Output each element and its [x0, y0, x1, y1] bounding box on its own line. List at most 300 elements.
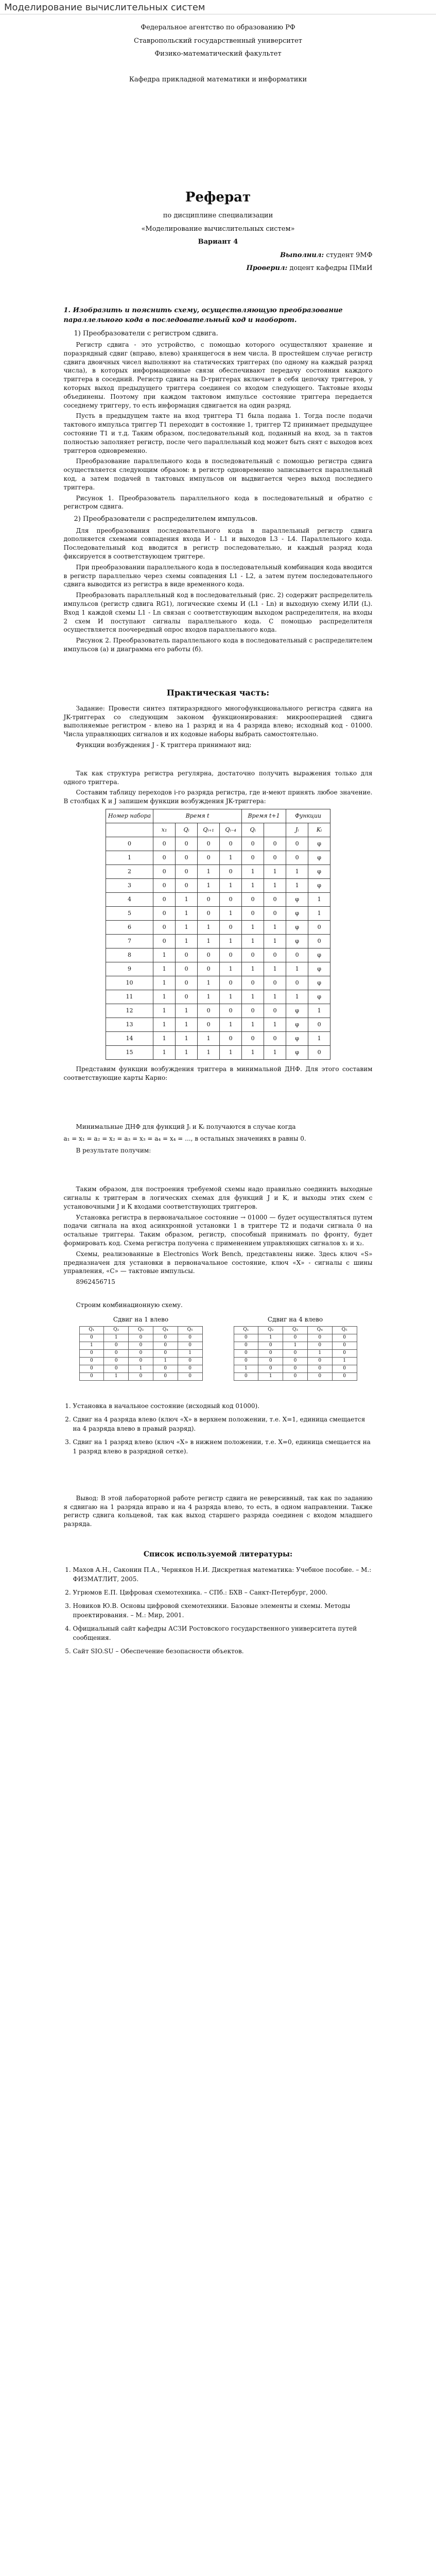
- table-cell: 1: [286, 865, 308, 878]
- table-cell: 1: [220, 934, 242, 948]
- scheme-cell: 1: [153, 1357, 178, 1365]
- table-cell: 1: [153, 948, 176, 962]
- table-cell: 8: [106, 948, 153, 962]
- scheme-cell: 0: [332, 1372, 357, 1380]
- table-cell: 1: [264, 1018, 286, 1031]
- scheme-cell: 0: [178, 1342, 202, 1349]
- scheme-cell: 0: [258, 1357, 283, 1365]
- faculty: Физико-математический факультет: [154, 50, 282, 58]
- table-cell: φ: [308, 837, 330, 851]
- checked-value: доцент кафедры ПМиИ: [289, 264, 373, 272]
- table-cell: 1: [286, 878, 308, 892]
- table-cell: 0: [176, 990, 198, 1004]
- table-cell: 0: [242, 976, 264, 990]
- paragraph: Установка регистра в первоначальное состояние → 01000 — будет осуществляться путем подачи сигнала на вход асинхронной установки 1 в триггере Т2 и подачи сигнала 0 на остальные триггеры. Таким образом, регистр, способный принимать по фронту, будет формировать код. Схема регистра получена с применением управляющих сигналов x₁ и x₂.: [63, 1213, 373, 1247]
- table-cell: φ: [308, 865, 330, 878]
- table-cell: 0: [220, 865, 242, 878]
- scheme-2-table: [234, 1326, 357, 1381]
- paragraph: В результате получим:: [76, 1147, 151, 1155]
- table-cell: 0: [242, 851, 264, 865]
- table-cell: 1: [264, 920, 286, 934]
- scheme-cell: 0: [178, 1372, 202, 1380]
- table-cell: 0: [220, 1031, 242, 1045]
- scheme-cell: 0: [332, 1342, 357, 1349]
- table-subheader: Kᵢ: [308, 823, 330, 837]
- table-row: [106, 851, 330, 865]
- table-cell: 1: [264, 878, 286, 892]
- scheme-cell: 0: [307, 1342, 332, 1349]
- paragraph: Для преобразования последовательного кода в параллельный регистр сдвига дополняется схемами совпадения входа И - L1 и выходов L3 - L4. Параллельного кода. Последовательный код вводится в регистр последовательно, и каждый разряд кода фиксируется в соответствующем триггере.: [63, 527, 373, 561]
- paragraph: Строим комбинационную схему.: [76, 1301, 183, 1309]
- table-cell: 1: [308, 1004, 330, 1018]
- scheme-cell: 0: [79, 1372, 104, 1380]
- scheme-cell: 0: [234, 1357, 258, 1365]
- table-cell: φ: [308, 851, 330, 865]
- table-cell: 0: [153, 865, 176, 878]
- scheme-cell: 0: [153, 1342, 178, 1349]
- paragraph: Пусть в предыдущем такте на вход триггера T1 была подана 1. Тогда после подачи тактового импульса триггер T1 переходит в состояние 1, триггер T2 принимает предыдущее состояние T1 и т.д. Таким образом, последовательный код, поданный на вход, за n тактов полностью заполняет регистр, после чего параллельный код может быть снят с выходов всех триггеров одновременно.: [63, 412, 373, 454]
- table-cell: 1: [176, 892, 198, 906]
- table-cell: 1: [242, 1045, 264, 1059]
- table-cell: φ: [286, 906, 308, 920]
- table-cell: 14: [106, 1031, 153, 1045]
- scheme-cell: 0: [234, 1342, 258, 1349]
- table-cell: 1: [308, 892, 330, 906]
- scheme-row: [234, 1349, 357, 1357]
- scheme-cell: 0: [283, 1349, 308, 1357]
- scheme-header: Q₃: [129, 1326, 153, 1334]
- table-cell: 0: [220, 1004, 242, 1018]
- table-cell: 0: [264, 851, 286, 865]
- table-cell: 1: [176, 1004, 198, 1018]
- table-subheader: Qᵢ: [176, 823, 198, 837]
- literature-heading: Список используемой литературы:: [143, 1550, 293, 1558]
- scheme-row: [234, 1342, 357, 1349]
- theory-task: 1. Изобразить и пояснить схему, осуществляющую преобразование параллельного кода в последовательный код и наоборот.: [63, 306, 343, 324]
- scheme-1-caption: Сдвиг на 1 влево: [113, 1315, 169, 1323]
- table-cell: 1: [176, 1018, 198, 1031]
- table-cell: φ: [308, 948, 330, 962]
- table-cell: 7: [106, 934, 153, 948]
- table-cell: 1: [176, 934, 198, 948]
- agency: Федеральное агентство по образованию РФ: [141, 24, 295, 31]
- table-cell: 1: [176, 1031, 198, 1045]
- scheme-cell: 0: [332, 1365, 357, 1372]
- table-cell: 1: [242, 920, 264, 934]
- table-cell: 15: [106, 1045, 153, 1059]
- table-cell: 0: [286, 837, 308, 851]
- table-cell: 1: [220, 962, 242, 976]
- table-cell: 1: [220, 990, 242, 1004]
- table-row: [106, 920, 330, 934]
- table-subheader: Qᵢ₋₄: [220, 823, 242, 837]
- document-header: [0, 0, 436, 14]
- table-cell: 0: [153, 878, 176, 892]
- literature-section: [64, 1549, 373, 1656]
- table-cell: 0: [198, 851, 220, 865]
- scheme-header: Q₃: [283, 1326, 308, 1334]
- table-cell: 1: [286, 962, 308, 976]
- table-cell: 9: [106, 962, 153, 976]
- table-cell: 0: [286, 851, 308, 865]
- steps-list: [73, 1401, 373, 1456]
- scheme-cell: 1: [104, 1372, 129, 1380]
- table-cell: 1: [242, 865, 264, 878]
- table-cell: 0: [176, 878, 198, 892]
- table-cell: 0: [264, 906, 286, 920]
- table-cell: 1: [198, 934, 220, 948]
- table-cell: 6: [106, 920, 153, 934]
- table-cell: 0: [242, 892, 264, 906]
- scheme-cell: 0: [79, 1349, 104, 1357]
- scheme-cell: 1: [234, 1365, 258, 1372]
- scheme-cell: 1: [104, 1334, 129, 1342]
- table-cell: 1: [220, 878, 242, 892]
- table-cell: 1: [220, 1018, 242, 1031]
- table-cell: 1: [264, 990, 286, 1004]
- table-cell: 0: [220, 837, 242, 851]
- table-caption: Составим таблицу переходов i-го разряда регистра, где и-меют принять любое значение. В столбцах К и J запишем функции возбуждения JK-триггера:: [63, 789, 373, 805]
- table-header: Время t: [153, 809, 242, 823]
- table-cell: 0: [176, 962, 198, 976]
- formula: a₁ = x₁ = a₂ = x₂ = a₃ = x₃ = a₄ = x₄ = ..., в остальных значениях в равны 0.: [63, 1135, 306, 1143]
- scheme-cell: 0: [104, 1342, 129, 1349]
- table-header: Функции: [286, 809, 330, 823]
- table-cell: 0: [286, 976, 308, 990]
- table-row: [106, 948, 330, 962]
- table-cell: 0: [198, 948, 220, 962]
- shift-schemes: [64, 1315, 373, 1381]
- table-cell: 0: [153, 920, 176, 934]
- table-cell: 0: [220, 920, 242, 934]
- practice-task: Задание: Провести синтез пятиразрядного многофункционального регистра сдвига на JK-триггерах со следующим законом функционирования: микрооперацией сдвига выполняемые регистром - влево на 1 разряд и на 4 разряда влево; исходный код - 01000. Числа управляющих сигналов и их кодовые наборы выбрать самостоятельно.: [63, 704, 373, 738]
- table-cell: φ: [286, 920, 308, 934]
- section-1-heading: 1) Преобразователи с регистром сдвига.: [74, 329, 218, 337]
- scheme-cell: 0: [79, 1365, 104, 1372]
- table-row: [106, 878, 330, 892]
- table-cell: 0: [153, 851, 176, 865]
- table-cell: φ: [308, 976, 330, 990]
- scheme-cell: 0: [104, 1365, 129, 1372]
- paragraph: Представим функции возбуждения триггера в минимальной ДНФ. Для этого составим соответствующие карты Карно:: [63, 1065, 373, 1081]
- paragraph: Таким образом, для построения требуемой схемы надо правильно соединить выходные сигналы к триггерам в логических схемах для функций J и K, и выходы этих схем с установочными J и К входами соответствующих триггеров.: [63, 1185, 373, 1210]
- table-cell: 0: [106, 837, 153, 851]
- table-subheader: Qᵢ₊₁: [198, 823, 220, 837]
- table-cell: 0: [220, 948, 242, 962]
- scheme-cell: 1: [258, 1334, 283, 1342]
- scheme-cell: 1: [283, 1342, 308, 1349]
- scheme-cell: 0: [129, 1334, 153, 1342]
- table-cell: 1: [198, 990, 220, 1004]
- table-cell: 4: [106, 892, 153, 906]
- scheme-row: [234, 1372, 357, 1380]
- table-cell: 1: [198, 865, 220, 878]
- table-cell: 0: [264, 892, 286, 906]
- table-cell: 1: [220, 851, 242, 865]
- table-cell: 1: [264, 962, 286, 976]
- scheme-header: Q₁: [234, 1326, 258, 1334]
- section-2-heading: 2) Преобразователи с распределителем импульсов.: [74, 515, 258, 523]
- table-cell: φ: [286, 1045, 308, 1059]
- scheme-cell: 0: [104, 1357, 129, 1365]
- table-cell: 0: [242, 948, 264, 962]
- table-cell: 0: [264, 948, 286, 962]
- scheme-cell: 0: [129, 1342, 153, 1349]
- scheme-header: Q₅: [178, 1326, 202, 1334]
- table-cell: 0: [198, 837, 220, 851]
- table-cell: 11: [106, 990, 153, 1004]
- scheme-cell: 0: [258, 1349, 283, 1357]
- conclusion: Вывод: В этой лабораторной работе регистр сдвига не реверсивный, так как по заданию я сдвигаю на 1 разряда вправо и на 4 разряда влево, то есть, в одном направлении. Также регистр сдвига кольцевой, так как выход старшего разряда соединен с входом младшего разряда.: [63, 1494, 373, 1528]
- table-row: [106, 976, 330, 990]
- table-cell: 1: [264, 934, 286, 948]
- transition-table: [106, 809, 330, 1060]
- scheme-row: [79, 1342, 202, 1349]
- table-cell: 0: [176, 865, 198, 878]
- table-cell: φ: [308, 878, 330, 892]
- work-type: Реферат: [185, 190, 251, 205]
- table-cell: 0: [220, 976, 242, 990]
- scheme-cell: 0: [153, 1365, 178, 1372]
- scheme-cell: 0: [79, 1334, 104, 1342]
- table-cell: 1: [153, 1018, 176, 1031]
- table-cell: 0: [264, 976, 286, 990]
- scheme-cell: 0: [129, 1372, 153, 1380]
- scheme-cell: 1: [178, 1349, 202, 1357]
- table-cell: 5: [106, 906, 153, 920]
- figure-caption: Рисунок 1. Преобразователь параллельного кода в последовательный и обратно с регистром сдвига.: [63, 494, 373, 511]
- table-cell: 10: [106, 976, 153, 990]
- table-cell: 1: [198, 878, 220, 892]
- table-cell: 1: [176, 1045, 198, 1059]
- practice-heading: Практическая часть:: [166, 687, 270, 698]
- scheme-shift-1: [79, 1315, 203, 1381]
- table-row: [106, 1031, 330, 1045]
- table-row: [106, 934, 330, 948]
- table-cell: 1: [308, 1031, 330, 1045]
- done-by: [64, 250, 373, 261]
- checked-label: Проверил:: [246, 264, 288, 272]
- table-cell: 1: [264, 865, 286, 878]
- table-cell: φ: [286, 1004, 308, 1018]
- table-cell: 0: [198, 1018, 220, 1031]
- done-value: студент 9МФ: [326, 251, 373, 259]
- table-cell: 1: [198, 920, 220, 934]
- practice-section: [64, 687, 373, 1529]
- scheme-row: [79, 1334, 202, 1342]
- table-row: [106, 1045, 330, 1059]
- table-cell: 1: [153, 1045, 176, 1059]
- table-cell: 1: [242, 990, 264, 1004]
- scheme-cell: 1: [332, 1357, 357, 1365]
- scheme-cell: 0: [283, 1372, 308, 1380]
- scheme-row: [79, 1357, 202, 1365]
- scheme-cell: 0: [129, 1349, 153, 1357]
- scheme-header: Q₄: [307, 1326, 332, 1334]
- table-row: [106, 1004, 330, 1018]
- scheme-row: [79, 1349, 202, 1357]
- scheme-row: [234, 1334, 357, 1342]
- table-cell: 1: [153, 990, 176, 1004]
- scheme-cell: 0: [283, 1357, 308, 1365]
- table-cell: 0: [286, 948, 308, 962]
- list-item: 2. Угрюмов Е.П. Цифровая схемотехника. – СПб.: БХВ – Санкт-Петербург, 2000.: [73, 1588, 373, 1597]
- table-row: [106, 990, 330, 1004]
- table-cell: 0: [264, 1031, 286, 1045]
- table-subheader: [264, 823, 286, 837]
- table-cell: 3: [106, 878, 153, 892]
- list-item: 1. Установка в начальное состояние (исходный код 01000).: [73, 1401, 373, 1411]
- table-cell: 1: [242, 878, 264, 892]
- table-cell: 0: [220, 892, 242, 906]
- scheme-cell: 0: [178, 1365, 202, 1372]
- table-row: [106, 837, 330, 851]
- table-cell: 0: [153, 906, 176, 920]
- university: Ставропольский государственный университет: [134, 37, 302, 45]
- scheme-cell: 0: [283, 1334, 308, 1342]
- variant: Вариант 4: [198, 238, 238, 246]
- scheme-cell: 0: [258, 1342, 283, 1349]
- scheme-cell: 0: [153, 1372, 178, 1380]
- table-header: Время t+1: [242, 809, 286, 823]
- scheme-cell: 0: [234, 1349, 258, 1357]
- scheme-cell: 1: [258, 1372, 283, 1380]
- table-cell: 1: [242, 962, 264, 976]
- table-cell: 1: [106, 851, 153, 865]
- table-cell: 1: [220, 906, 242, 920]
- scheme-row: [79, 1372, 202, 1380]
- list-item: 3. Новиков Ю.В. Основы цифровой схемотехники. Базовые элементы и схемы. Методы проектирования. – М.: Мир, 2001.: [73, 1601, 373, 1620]
- scheme-header: Q₅: [332, 1326, 357, 1334]
- table-subheader: Jᵢ: [286, 823, 308, 837]
- table-cell: 1: [308, 906, 330, 920]
- scheme-cell: 0: [104, 1349, 129, 1357]
- table-cell: 0: [176, 837, 198, 851]
- scheme-row: [234, 1357, 357, 1365]
- table-cell: 0: [198, 962, 220, 976]
- table-row: [106, 865, 330, 878]
- done-label: Выполнил:: [280, 251, 324, 259]
- table-cell: 0: [176, 976, 198, 990]
- scheme-1-table: [79, 1326, 203, 1381]
- scheme-cell: 1: [79, 1342, 104, 1349]
- scheme-cell: 0: [307, 1365, 332, 1372]
- list-item: 3. Сдвиг на 1 разряд влево (ключ «X» в нижнем положении, т.е. X=0, единица смещается на 1 разряд влево в разрядной сетке).: [73, 1437, 373, 1456]
- table-cell: 0: [308, 1018, 330, 1031]
- table-cell: 0: [153, 837, 176, 851]
- scheme-header: Q₂: [104, 1326, 129, 1334]
- scheme-cell: 0: [258, 1365, 283, 1372]
- scheme-cell: 0: [307, 1334, 332, 1342]
- table-cell: 0: [153, 934, 176, 948]
- table-cell: 1: [198, 1045, 220, 1059]
- table-cell: 0: [242, 1004, 264, 1018]
- table-cell: 12: [106, 1004, 153, 1018]
- table-cell: 1: [153, 1031, 176, 1045]
- scheme-shift-4: [234, 1315, 357, 1381]
- theory-section: [64, 306, 373, 654]
- table-cell: φ: [286, 1018, 308, 1031]
- table-cell: 1: [220, 1045, 242, 1059]
- table-row: [106, 892, 330, 906]
- table-subheader: x₁: [153, 823, 176, 837]
- scheme-cell: 0: [153, 1349, 178, 1357]
- table-cell: φ: [286, 892, 308, 906]
- table-cell: 1: [176, 920, 198, 934]
- table-cell: 0: [264, 1004, 286, 1018]
- scheme-cell: 0: [307, 1372, 332, 1380]
- scheme-cell: 0: [153, 1334, 178, 1342]
- list-item: 5. Сайт SIO.SU – Обеспечение безопасности объектов.: [73, 1647, 373, 1656]
- table-cell: φ: [286, 1031, 308, 1045]
- paragraph: Минимальные ДНФ для функций Jᵢ и Kᵢ получаются в случае когда: [76, 1123, 296, 1130]
- table-cell: 1: [286, 990, 308, 1004]
- table-cell: 0: [198, 906, 220, 920]
- scheme-row: [79, 1365, 202, 1372]
- subtitle-2: «Моделирование вычислительных систем»: [141, 225, 295, 233]
- paragraph: Регистр сдвига - это устройство, с помощью которого осуществляют хранение и поразрядный сдвиг (вправо, влево) хранящегося в нем числа. В простейшем случае регистр сдвига двоичных чисел выполняют на статических триггерах (по одному на каждый разряд числа), в которых информационные связи обеспечивают передачу состояния каждого триггера в соседний. Регистр сдвига на D-триггерах включает в себя цепочку триггеров, у которых выход предыдущего триггера соединен со входом следующего. Тактовые входы объединены. Поэтому при каждом тактовом импульсе состояние триггера передается соседнему триггеру, то есть информация сдвигается на один разряд.: [63, 341, 373, 409]
- table-subheader: [106, 823, 153, 837]
- table-cell: 1: [153, 1004, 176, 1018]
- paragraph: Так как структура регистра регулярна, достаточно получить выражения только для одного триггера.: [63, 769, 373, 786]
- list-item: 4. Официальный сайт кафедры АСЗИ Ростовского государственного университета путей сообщения.: [73, 1624, 373, 1642]
- table-cell: 0: [264, 837, 286, 851]
- paragraph: Функции возбуждения J - K триггера принимают вид:: [76, 741, 252, 749]
- scheme-cell: 0: [332, 1349, 357, 1357]
- figure-caption: Рисунок 2. Преобразователь параллельного кода в последовательный с распределителем импульсов (а) и диаграмма его работы (б).: [63, 637, 373, 653]
- table-cell: 1: [242, 934, 264, 948]
- scheme-header: Q₄: [153, 1326, 178, 1334]
- table-cell: 13: [106, 1018, 153, 1031]
- table-cell: 0: [242, 837, 264, 851]
- table-cell: 0: [308, 934, 330, 948]
- table-cell: 2: [106, 865, 153, 878]
- subtitle-1: по дисциплине специализации: [163, 212, 273, 219]
- table-cell: φ: [286, 934, 308, 948]
- table-cell: 1: [176, 906, 198, 920]
- table-cell: 1: [198, 1031, 220, 1045]
- table-cell: 0: [242, 906, 264, 920]
- paragraph: При преобразовании параллельного кода в последовательный комбинация кода вводится в регистр параллельно через схемы совпадения L1 - L2, а затем путем последовательного сдвига выводится из регистра в виде временного кода.: [63, 563, 373, 588]
- scheme-header: Q₁: [79, 1326, 104, 1334]
- paragraph: Преобразовать параллельный код в последовательный (рис. 2) содержит распределитель импульсов (регистр сдвига RG1), логические схемы И (L1 - Ln) и выходную схему ИЛИ (L). Вход 1 каждой схемы L1 - Ln связан с соответствующим выходом распределителя, на входы 2 схем И поступают сигналы параллельного кода. С помощью распределителя осуществляется поочередный опрос входов параллельного кода.: [63, 591, 373, 634]
- table-cell: φ: [308, 962, 330, 976]
- table-row: [106, 906, 330, 920]
- table-cell: 1: [242, 1018, 264, 1031]
- document-title: Моделирование вычислительных систем: [4, 2, 205, 13]
- table-row: [106, 1018, 330, 1031]
- scheme-row: [234, 1365, 357, 1372]
- table-cell: 1: [153, 976, 176, 990]
- table-cell: 0: [308, 920, 330, 934]
- scheme-2-caption: Сдвиг на 4 влево: [267, 1315, 323, 1323]
- table-cell: 0: [198, 892, 220, 906]
- department: Кафедра прикладной математики и информатики: [129, 75, 307, 83]
- table-cell: 0: [198, 1004, 220, 1018]
- scheme-cell: 1: [129, 1365, 153, 1372]
- scheme-cell: 0: [79, 1357, 104, 1365]
- paragraph: Схемы, реализованные в Electronics Work Bench, представлены ниже. Здесь ключ «S» предназначен для установки в первоначальное состояние, ключ «X» - сигналы с шины управления, «C» — тактовые импульсы.: [63, 1250, 373, 1275]
- scheme-cell: 0: [234, 1334, 258, 1342]
- table-cell: 0: [176, 851, 198, 865]
- table-cell: 0: [242, 1031, 264, 1045]
- table-cell: 1: [153, 962, 176, 976]
- scheme-cell: 0: [234, 1372, 258, 1380]
- title-page: [64, 23, 373, 274]
- document-page: [64, 14, 373, 1682]
- paragraph: Преобразование параллельного кода в последовательный с помощью регистра сдвига осуществляется следующим образом: в регистр одновременно записывается параллельный код, а затем подачей n тактовых импульсов он выдвигается через выход последнего триггера.: [63, 457, 373, 491]
- table-row: [106, 962, 330, 976]
